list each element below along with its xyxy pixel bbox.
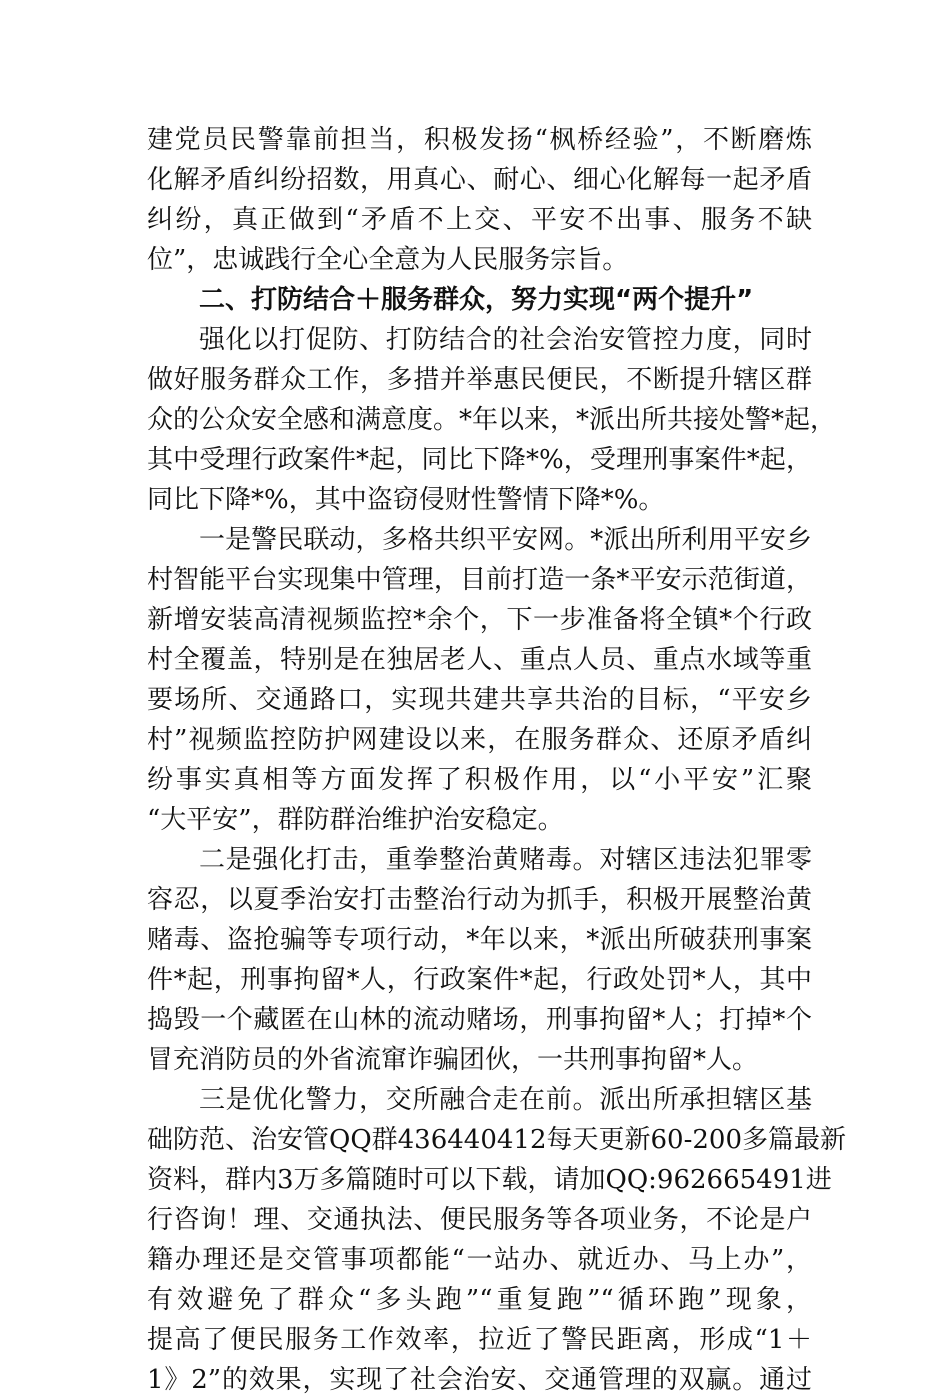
paragraph-first-line xyxy=(147,1080,812,1120)
body-text: *派出所利用平安乡 xyxy=(590,525,812,555)
body-line: 赌毒、盗抢骗等专项行动，*年以来，*派出所破获刑事案 xyxy=(147,925,812,955)
body-line: 件*起，刑事拘留*人，行政案件*起，行政处罚*人，其中 xyxy=(147,965,812,995)
body-line: 做好服务群众工作，多措并举惠民便民，不断提升辖区群 xyxy=(147,365,812,395)
body-line: 籍办理还是交管事项都能“一站办、就近办、马上办”， xyxy=(147,1245,812,1275)
body-line: 行咨询！理、交通执法、便民服务等各项业务，不论是户 xyxy=(147,1205,812,1235)
body-line: 位”，忠诚践行全心全意为人民服务宗旨。 xyxy=(147,245,629,275)
body-line: 纷事实真相等方面发挥了积极作用，以“小平安”汇聚 xyxy=(147,765,812,795)
body-line: 提高了便民服务工作效率，拉近了警民距离，形成“1＋ xyxy=(147,1325,812,1355)
body-line: 资料，群内3万多篇随时可以下载，请加QQ:962665491进 xyxy=(147,1165,832,1195)
body-line: 有效避免了群众“多头跑”“重复跑”“循环跑”现象， xyxy=(147,1285,812,1315)
body-line: 同比下降*%，其中盗窃侵财性警情下降*%。 xyxy=(147,485,665,515)
body-line: 容忍，以夏季治安打击整治行动为抓手，积极开展整治黄 xyxy=(147,885,812,915)
body-line: 新增安装高清视频监控*余个，下一步准备将全镇*个行政 xyxy=(147,605,812,635)
section-heading: 二、打防结合＋服务群众，努力实现“两个提升” xyxy=(199,285,754,315)
body-line: 1》2”的效果，实现了社会治安、交通管理的双赢。通过 xyxy=(147,1365,812,1395)
body-text: 对辖区违法犯罪零 xyxy=(599,845,812,875)
body-line: 强化以打促防、打防结合的社会治安管控力度，同时 xyxy=(199,325,812,355)
paragraph-first-line xyxy=(147,520,812,560)
paragraph-lead: 二是强化打击，重拳整治黄赌毒。 xyxy=(199,845,600,875)
body-line: 村智能平台实现集中管理，目前打造一条*平安示范街道， xyxy=(147,565,812,595)
document-body xyxy=(147,120,847,1400)
body-line: 其中受理行政案件*起，同比下降*%，受理刑事案件*起， xyxy=(147,445,812,475)
body-line: 础防范、治安管QQ群436440412每天更新60-200多篇最新 xyxy=(147,1125,847,1155)
body-line: “大平安”，群防群治维护治安稳定。 xyxy=(147,805,564,835)
body-line: 建党员民警靠前担当，积极发扬“枫桥经验”，不断磨炼 xyxy=(147,125,812,155)
paragraph-first-line xyxy=(147,840,812,880)
body-line: 纠纷，真正做到“矛盾不上交、平安不出事、服务不缺 xyxy=(147,205,812,235)
body-line: 众的公众安全感和满意度。*年以来，*派出所共接处警*起， xyxy=(147,405,837,435)
body-line: 要场所、交通路口，实现共建共享共治的目标，“平安乡 xyxy=(147,685,812,715)
body-line: 化解矛盾纠纷招数，用真心、耐心、细心化解每一起矛盾 xyxy=(147,165,812,195)
body-text: 派出所承担辖区基 xyxy=(599,1085,812,1115)
body-line: 捣毁一个藏匿在山林的流动赌场，刑事拘留*人；打掉*个 xyxy=(147,1005,812,1035)
body-line: 村”视频监控防护网建设以来，在服务群众、还原矛盾纠 xyxy=(147,725,812,755)
body-line: 冒充消防员的外省流窜诈骗团伙，一共刑事拘留*人。 xyxy=(147,1045,759,1075)
body-line: 村全覆盖，特别是在独居老人、重点人员、重点水域等重 xyxy=(147,645,812,675)
paragraph-lead: 三是优化警力，交所融合走在前。 xyxy=(199,1085,600,1115)
paragraph-lead: 一是警民联动，多格共织平安网。 xyxy=(199,525,591,555)
